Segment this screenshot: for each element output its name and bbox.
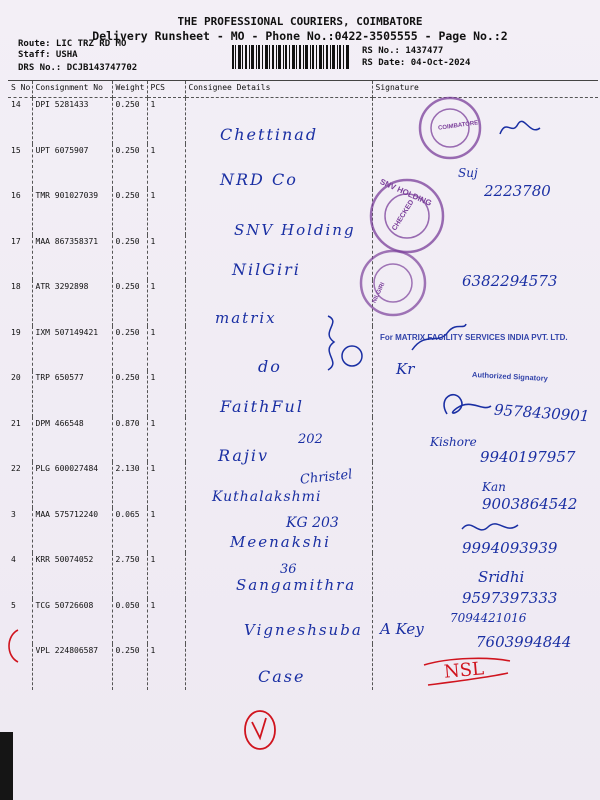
runsheet-title: Delivery Runsheet - MO - Phone No.:0422-3505555 - Page No.:2 bbox=[92, 29, 508, 43]
handwritten-consignee: NRD Co bbox=[220, 170, 298, 189]
handwritten-signature: Suj bbox=[458, 166, 478, 180]
cell-sno: 4 bbox=[8, 553, 32, 599]
cell-consignment: UPT 6075907 bbox=[32, 144, 112, 190]
col-header-sno: S No bbox=[8, 81, 32, 98]
scan-edge-shadow bbox=[0, 732, 13, 800]
cell-weight: 0.250 bbox=[112, 371, 147, 417]
handwritten-consignee: FaithFul bbox=[220, 397, 304, 416]
coimbatore-stamp-text: COIMBATORE bbox=[437, 120, 479, 132]
cell-sno: 20 bbox=[8, 371, 32, 417]
nsl-mark: NSL bbox=[443, 658, 485, 683]
handwritten-consignee: Case bbox=[258, 667, 306, 686]
handwritten-signature: A Key bbox=[380, 620, 424, 638]
cell-weight: 0.870 bbox=[112, 417, 147, 463]
cell-consignment: MAA 575712240 bbox=[32, 508, 112, 554]
handwritten-signature: 7094421016 bbox=[450, 611, 527, 625]
matrix-stamp-text: For MATRIX FACILITY SERVICES INDIA PVT. LTD. bbox=[380, 333, 568, 342]
handwritten-consignee: Rajiv bbox=[218, 446, 270, 465]
rs-date-label: RS Date: 04-Oct-2024 bbox=[362, 58, 471, 68]
cell-consignment: DPI 5281433 bbox=[32, 98, 112, 144]
red-circle-mark-icon bbox=[242, 708, 278, 752]
cell-pcs: 1 bbox=[147, 644, 185, 690]
cell-pcs: 1 bbox=[147, 508, 185, 554]
red-underline-icon bbox=[420, 655, 512, 689]
cell-pcs: 1 bbox=[147, 417, 185, 463]
cell-weight: 0.050 bbox=[112, 599, 147, 645]
cell-pcs: 1 bbox=[147, 462, 185, 508]
handwritten-signature: Kr bbox=[396, 360, 415, 378]
cell-signature bbox=[372, 98, 598, 144]
handwritten-signature: 2223780 bbox=[484, 182, 551, 200]
col-header-signature: Signature bbox=[372, 81, 598, 98]
handwritten-note: 202 bbox=[298, 432, 323, 447]
handwritten-signature: Sridhi bbox=[478, 568, 525, 586]
col-header-pcs: PCS bbox=[147, 81, 185, 98]
handwritten-consignee: SNV Holding bbox=[234, 221, 356, 239]
cell-pcs: 1 bbox=[147, 553, 185, 599]
cell-weight: 2.750 bbox=[112, 553, 147, 599]
cell-pcs: 1 bbox=[147, 189, 185, 235]
route-label: Route: LIC TRZ RD MO bbox=[18, 39, 127, 49]
handwritten-signature: 9578430901 bbox=[493, 400, 590, 426]
handwritten-signature: Kishore bbox=[430, 435, 477, 449]
cell-consignment: TMR 901027039 bbox=[32, 189, 112, 235]
handwritten-consignee: matrix bbox=[215, 309, 277, 327]
cell-consignment: IXM 507149421 bbox=[32, 326, 112, 372]
cell-sno: 17 bbox=[8, 235, 32, 281]
cell-weight: 0.250 bbox=[112, 144, 147, 190]
cell-sno: 16 bbox=[8, 189, 32, 235]
handwritten-consignee: NilGiri bbox=[232, 260, 301, 279]
cell-sno: 22 bbox=[8, 462, 32, 508]
nilgiri-stamp-icon bbox=[358, 248, 428, 318]
handwritten-consignee: Chettinad bbox=[220, 125, 319, 144]
col-header-consignment: Consignment No bbox=[32, 81, 112, 98]
checked-stamp-text: CHECKED bbox=[391, 198, 416, 233]
table-header-row bbox=[8, 81, 598, 98]
cell-weight: 0.250 bbox=[112, 644, 147, 690]
handwritten-note: Christel bbox=[299, 467, 354, 488]
cell-weight: 0.250 bbox=[112, 326, 147, 372]
cell-consignment: KRR 50074052 bbox=[32, 553, 112, 599]
cell-weight: 2.130 bbox=[112, 462, 147, 508]
cell-sno: 3 bbox=[8, 508, 32, 554]
handwritten-note: 36 bbox=[280, 562, 297, 577]
handwritten-consignee: Vigneshsuba bbox=[244, 621, 363, 639]
company-title: THE PROFESSIONAL COURIERS, COIMBATORE bbox=[177, 15, 423, 28]
cell-consignee bbox=[185, 417, 372, 463]
barcode-icon bbox=[232, 45, 350, 69]
ink-signature-scribble-icon bbox=[496, 116, 542, 138]
snv-holding-stamp-text: SNV HOLDING bbox=[378, 177, 433, 208]
handwritten-note: KG 203 bbox=[286, 515, 339, 531]
cell-weight: 0.250 bbox=[112, 280, 147, 326]
cell-sno: 21 bbox=[8, 417, 32, 463]
cell-weight: 0.250 bbox=[112, 235, 147, 281]
handwritten-consignee: Kuthalakshmi bbox=[212, 489, 322, 505]
ink-signature-scribble-icon bbox=[437, 388, 493, 420]
cell-weight: 0.250 bbox=[112, 189, 147, 235]
ink-squiggle-icon bbox=[318, 312, 366, 374]
cell-consignment: ATR 3292898 bbox=[32, 280, 112, 326]
cell-sno: 5 bbox=[8, 599, 32, 645]
handwritten-consignee: Meenakshi bbox=[230, 533, 331, 551]
cell-weight: 0.065 bbox=[112, 508, 147, 554]
ink-signature-scribble-icon bbox=[408, 320, 468, 358]
cell-pcs: 1 bbox=[147, 235, 185, 281]
handwritten-signature: 9940197957 bbox=[480, 448, 576, 466]
handwritten-consignee: do bbox=[258, 357, 282, 376]
cell-consignment: VPL 224806587 bbox=[32, 644, 112, 690]
cell-weight: 0.250 bbox=[112, 98, 147, 144]
handwritten-consignee: Sangamithra bbox=[236, 576, 357, 594]
col-header-weight: Weight bbox=[112, 81, 147, 98]
handwritten-signature: 7603994844 bbox=[476, 633, 572, 651]
cell-pcs: 1 bbox=[147, 144, 185, 190]
cell-sno: 19 bbox=[8, 326, 32, 372]
handwritten-signature: 6382294573 bbox=[462, 272, 558, 290]
cell-consignment: MAA 867358371 bbox=[32, 235, 112, 281]
handwritten-signature: 9597397333 bbox=[462, 589, 558, 607]
rs-no-label: RS No.: 1437477 bbox=[362, 46, 444, 56]
cell-sno: 18 bbox=[8, 280, 32, 326]
cell-sno: 15 bbox=[8, 144, 32, 190]
cell-consignment: PLG 600027484 bbox=[32, 462, 112, 508]
staff-label: Staff: USHA bbox=[18, 50, 78, 60]
authorized-signatory-text: Authorized Signatory bbox=[471, 370, 549, 383]
cell-pcs: 1 bbox=[147, 371, 185, 417]
cell-pcs: 1 bbox=[147, 599, 185, 645]
cell-pcs: 1 bbox=[147, 280, 185, 326]
cell-consignment: TCG 50726608 bbox=[32, 599, 112, 645]
cell-consignment: DPM 466548 bbox=[32, 417, 112, 463]
nilgiri-stamp-text: NILGIRI bbox=[371, 281, 387, 305]
cell-pcs: 1 bbox=[147, 98, 185, 144]
red-margin-mark-icon bbox=[4, 628, 22, 664]
handwritten-signature: Kan bbox=[482, 480, 506, 494]
cell-sno: 14 bbox=[8, 98, 32, 144]
col-header-consignee: Consignee Details bbox=[185, 81, 372, 98]
cell-pcs: 1 bbox=[147, 326, 185, 372]
ink-signature-scribble-icon bbox=[460, 515, 520, 541]
cell-consignment: TRP 650577 bbox=[32, 371, 112, 417]
handwritten-signature: 9003864542 bbox=[482, 495, 578, 513]
drs-label: DRS No.: DCJB143747702 bbox=[18, 63, 138, 73]
handwritten-signature: 9994093939 bbox=[462, 539, 558, 557]
